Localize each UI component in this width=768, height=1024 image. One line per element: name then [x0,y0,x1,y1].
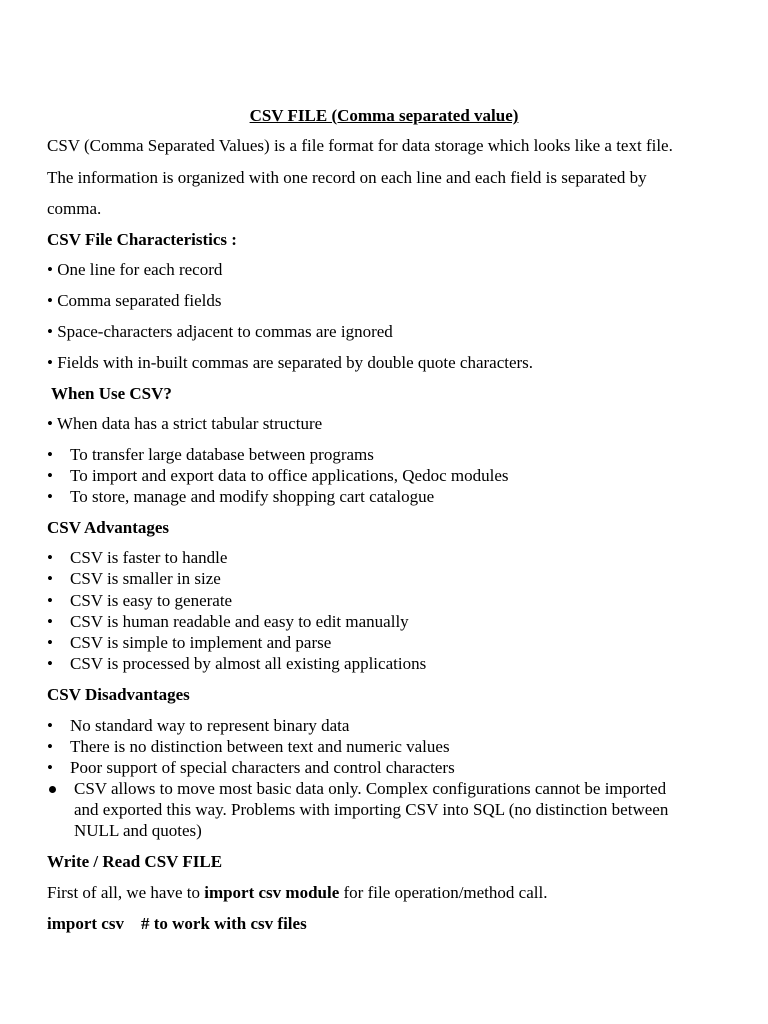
advantage-item-text: CSV is processed by almost all existing applications [70,654,427,673]
advantage-item-text: CSV is smaller in size [70,569,221,588]
sentence-start: First of all, we have to [47,883,205,902]
disadvantage-item-text: There is no distinction between text and numeric values [70,737,450,756]
bullet: • [47,612,53,631]
when-use-item-text: To store, manage and modify shopping cart catalogue [70,487,435,506]
disadvantage-last-line-3: NULL and quotes) [74,821,202,840]
characteristic-item: • Comma separated fields [47,291,222,310]
import-csv-code-line: import csv # to work with csv files [47,914,307,933]
sentence-end: for file operation/method call. [339,883,548,902]
advantage-item-text: CSV is simple to implement and parse [70,633,332,652]
advantage-item-text: CSV is easy to generate [70,591,233,610]
disadvantage-last-line-2: and exported this way. Problems with importing CSV into SQL (no distinction between [74,800,669,819]
bullet: • [47,654,53,673]
bullet: • [47,633,53,652]
bullet: • [47,737,53,756]
disadvantages-heading: CSV Disadvantages [47,685,190,704]
characteristic-item: • One line for each record [47,260,223,279]
bullet: • [47,591,53,610]
characteristics-heading: CSV File Characteristics : [47,230,237,249]
intro-line-3: comma. [47,199,102,218]
write-read-sentence [47,883,547,903]
bullet: • [47,716,53,735]
bullet: • [47,445,53,464]
bullet-dot [49,786,56,793]
when-use-item-text: To transfer large database between programs [70,445,374,464]
bullet: • [47,569,53,588]
disadvantage-item-text: Poor support of special characters and control characters [70,758,455,777]
bullet: • [47,487,53,506]
bullet: • [47,548,53,567]
import-csv-module-text: import csv module [204,883,340,902]
advantages-heading: CSV Advantages [47,518,170,537]
characteristic-item: • Fields with in-built commas are separated by double quote characters. [47,353,534,372]
bullet: • [47,466,53,485]
when-use-item-text: To import and export data to office applications, Qedoc modules [70,466,509,485]
document-title: CSV FILE (Comma separated value) [249,106,519,125]
when-use-first-item: • When data has a strict tabular structure [47,414,323,433]
advantage-item-text: CSV is human readable and easy to edit manually [70,612,409,631]
advantage-item-text: CSV is faster to handle [70,548,228,567]
intro-line-2: The information is organized with one record on each line and each field is separated by [47,168,647,187]
intro-line-1: CSV (Comma Separated Values) is a file format for data storage which looks like a text file. [47,136,673,155]
bullet: • [47,758,53,777]
when-use-heading: When Use CSV? [51,384,172,403]
characteristic-item: • Space-characters adjacent to commas are ignored [47,322,393,341]
write-read-heading: Write / Read CSV FILE [47,852,223,871]
disadvantage-item-text: No standard way to represent binary data [70,716,350,735]
disadvantage-last-line-1: CSV allows to move most basic data only. Complex configurations cannot be imported [74,779,667,798]
